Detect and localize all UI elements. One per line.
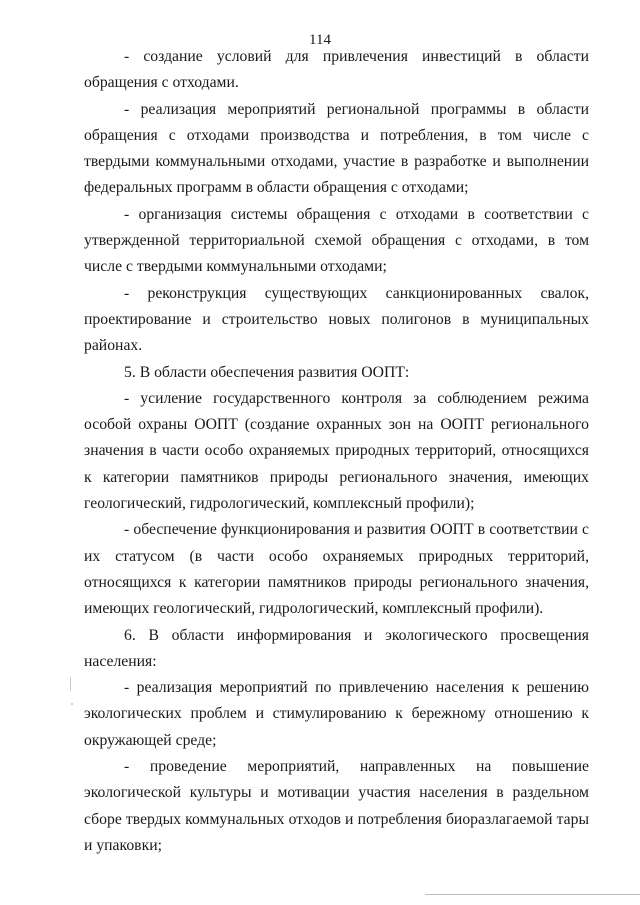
list-item: - реализация мероприятий региональной программы в области обращения с отходами производства и потребления, в том числе с твердыми коммунальными отходами, участие в разработке и выполнении федеральных программ в области обращения с отходами; [84, 100, 589, 197]
list-item: - проведение мероприятий, направленных на повышение экологической культуры и мотивации участия населения в раздельном сборе твердых коммунальных отходов и потребления биоразлагаемой тары и упаковки; [84, 758, 589, 854]
list-item: - реконструкция существующих санкционированных свалок, проектирование и строительство новых полигонов в муниципальных районах. [84, 284, 589, 355]
section-heading: 5. В области обеспечения развития ООПТ: [124, 363, 410, 381]
section-heading: 6. В области информирования и экологического просвещения населения: [84, 626, 589, 670]
list-item: - организация системы обращения с отходами в соответствии с утвержденной территориальной схемой обращения с отходами, в том числе с твердыми коммунальными отходами; [84, 205, 589, 276]
page-number: 114 [309, 32, 331, 48]
list-item: - создание условий для привлечения инвестиций в области обращения с отходами. [84, 48, 589, 92]
list-item: - усиление государственного контроля за соблюдением режима особой охраны ООПТ (создание охранных зон на ООПТ регионального значения в части особо охраняемых природных территорий, относящихся к категории памятников природы регионального значения, имеющих геологический, гидрологический, комплексный профили); [84, 389, 589, 513]
document-body [84, 44, 589, 859]
scan-margin-dot [71, 703, 73, 705]
list-item: - реализация мероприятий по привлечению населения к решению экологических проблем и стимулированию к бережному отношению к окружающей среде; [84, 679, 589, 749]
list-item: - обеспечение функционирования и развития ООПТ в соответствии с их статусом (в части особо охраняемых природных территорий, относящихся к категории памятников природы регионального значения, имеющих геологический, гидрологический, комплексный профили). [84, 521, 589, 618]
footer-rule [425, 894, 640, 895]
scan-margin-mark [70, 677, 71, 691]
